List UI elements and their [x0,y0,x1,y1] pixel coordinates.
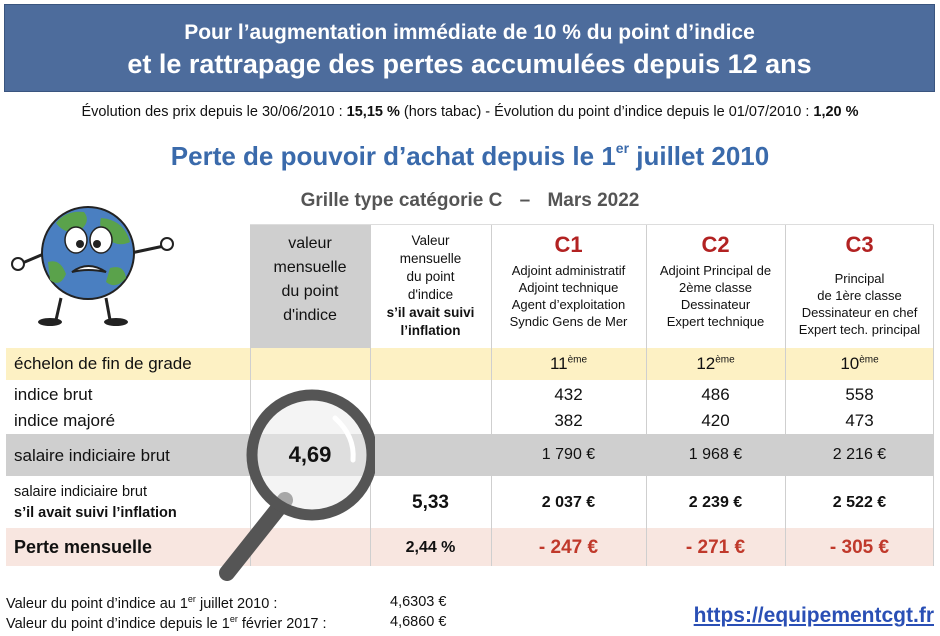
grade-c2-l1: Adjoint Principal de [659,263,772,278]
grille-label: Grille type catégorie C [300,190,503,211]
footer-line1 [6,594,277,612]
prix-note: (hors tabac) - [399,104,495,120]
salaire-infl-c3: 2 522 € [832,494,887,511]
evolution-line [0,104,940,120]
indice-brut-c2: 486 [701,385,730,404]
row-perte-label: Perte mensuelle [14,537,153,557]
grade-c3-l3: Dessinateur en chef [801,305,918,320]
subtitle-text-end: juillet 2010 [629,141,770,171]
footer-l1-b: juillet 2010 : [195,596,278,612]
perte-c3: - 305 € [829,537,890,558]
echelon-c3-sup: ème [859,354,879,366]
salaire-infl-c2: 2 239 € [688,494,743,511]
salaire-infl-l2: s’il avait suivi l’inflation [14,505,177,521]
echelon-c1-num: 11 [549,354,568,373]
header-infl-l5: s’il avait suivi [386,305,475,320]
grade-c2-code: C2 [701,232,730,257]
header-valeur [250,232,370,328]
header-infl-l2: mensuelle [399,251,462,266]
subtitle-sup: er [615,140,630,156]
indice-majore-c2: 420 [701,411,730,430]
point-label: Évolution du point d’indice depuis le 01/07/2010 : [494,104,814,120]
grade-c1-l1: Adjoint administratif [511,263,626,278]
echelon-c1 [491,354,646,374]
website-link[interactable]: https://equipementcgt.fr [693,604,934,627]
echelon-c2 [646,354,785,374]
earth-cartoon-icon [6,198,192,328]
grade-c2-l3: Dessinateur [680,297,751,312]
indice-brut-c3: 558 [845,385,874,404]
grade-c1-l3: Agent d’exploitation [511,297,626,312]
salaire-infl-c1: 2 037 € [541,494,596,511]
salaire-infl-point: 5,33 [412,492,449,513]
grade-c1-code: C1 [554,232,583,257]
row-indice-brut-label: indice brut [14,385,93,404]
salaire-c3: 2 216 € [832,446,887,463]
header-infl-l6: l’inflation [400,323,461,338]
salaire-c1: 1 790 € [541,446,596,463]
grille-date: Mars 2022 [547,190,640,211]
footer-l2-a: Valeur du point d’indice depuis le 1 [6,616,230,632]
footer-l2-sup: er [229,614,238,624]
grade-c1-l4: Syndic Gens de Mer [509,314,628,329]
grille-sep: – [519,190,531,211]
point-value: 1,20 % [813,104,859,120]
grade-c3-l4: Expert tech. principal [798,322,921,337]
grade-c2-l4: Expert technique [666,314,765,329]
header-valeur-l3: du point [281,283,339,300]
prix-value: 15,15 % [346,104,400,120]
footer-l1-sup: er [187,594,196,604]
page-subtitle [0,140,940,172]
footer-l1-a: Valeur du point d’indice au 1 [6,596,188,612]
banner-line2: et le rattrapage des pertes accumulées depuis 12 ans [127,49,812,79]
header-banner [4,4,935,92]
grade-c3-code: C3 [845,232,874,257]
prix-label: Évolution des prix depuis le 30/06/2010 : [81,104,347,120]
indice-majore-c3: 473 [845,411,874,430]
row-salaire-label: salaire indiciaire brut [14,446,170,465]
echelon-c3-num: 10 [840,354,860,373]
echelon-c2-sup: ème [715,354,735,366]
header-inflation [370,232,491,340]
salaire-c2: 1 968 € [688,446,743,463]
perte-c2: - 271 € [685,537,746,558]
header-infl-l4: d'indice [407,287,454,302]
perte-percent: 2,44 % [405,539,456,556]
footer-l2-b: février 2017 : [237,616,327,632]
row-indice-majore-label: indice majoré [14,411,116,430]
header-valeur-l1: valeur [288,235,332,252]
echelon-c1-sup: ème [567,354,588,366]
grade-c3-l1: Principal [834,271,885,286]
perte-c1: - 247 € [538,537,599,558]
header-c3 [785,232,934,338]
footer-line2 [6,614,327,632]
footer-value2: 4,6860 € [390,614,447,630]
footer-value1: 4,6303 € [390,594,447,610]
row-echelon-label: échelon de fin de grade [14,354,192,373]
indice-brut-c1: 432 [554,385,583,404]
header-infl-l3: du point [406,269,455,284]
salaire-infl-l1: salaire indiciaire brut [14,484,147,500]
grade-c1-l2: Adjoint technique [518,280,619,295]
salaire-point: 4,69 [288,442,332,467]
header-c2 [646,232,785,330]
subtitle-text: Perte de pouvoir d’achat depuis le 1 [170,141,616,171]
header-infl-l1: Valeur [411,233,450,248]
row-salaire-infl-label [14,482,177,524]
header-valeur-l2: mensuelle [273,259,347,276]
banner-line1: Pour l’augmentation immédiate de 10 % du point d’indice [184,21,755,44]
magnifier-icon [205,388,375,583]
header-c1 [491,232,646,330]
grade-c2-l2: 2ème classe [679,280,752,295]
grade-c3-l2: de 1ère classe [817,288,902,303]
echelon-c3 [785,354,934,374]
echelon-c2-num: 12 [696,354,716,373]
indice-majore-c1: 382 [554,411,583,430]
header-valeur-l4: d'indice [283,307,337,324]
